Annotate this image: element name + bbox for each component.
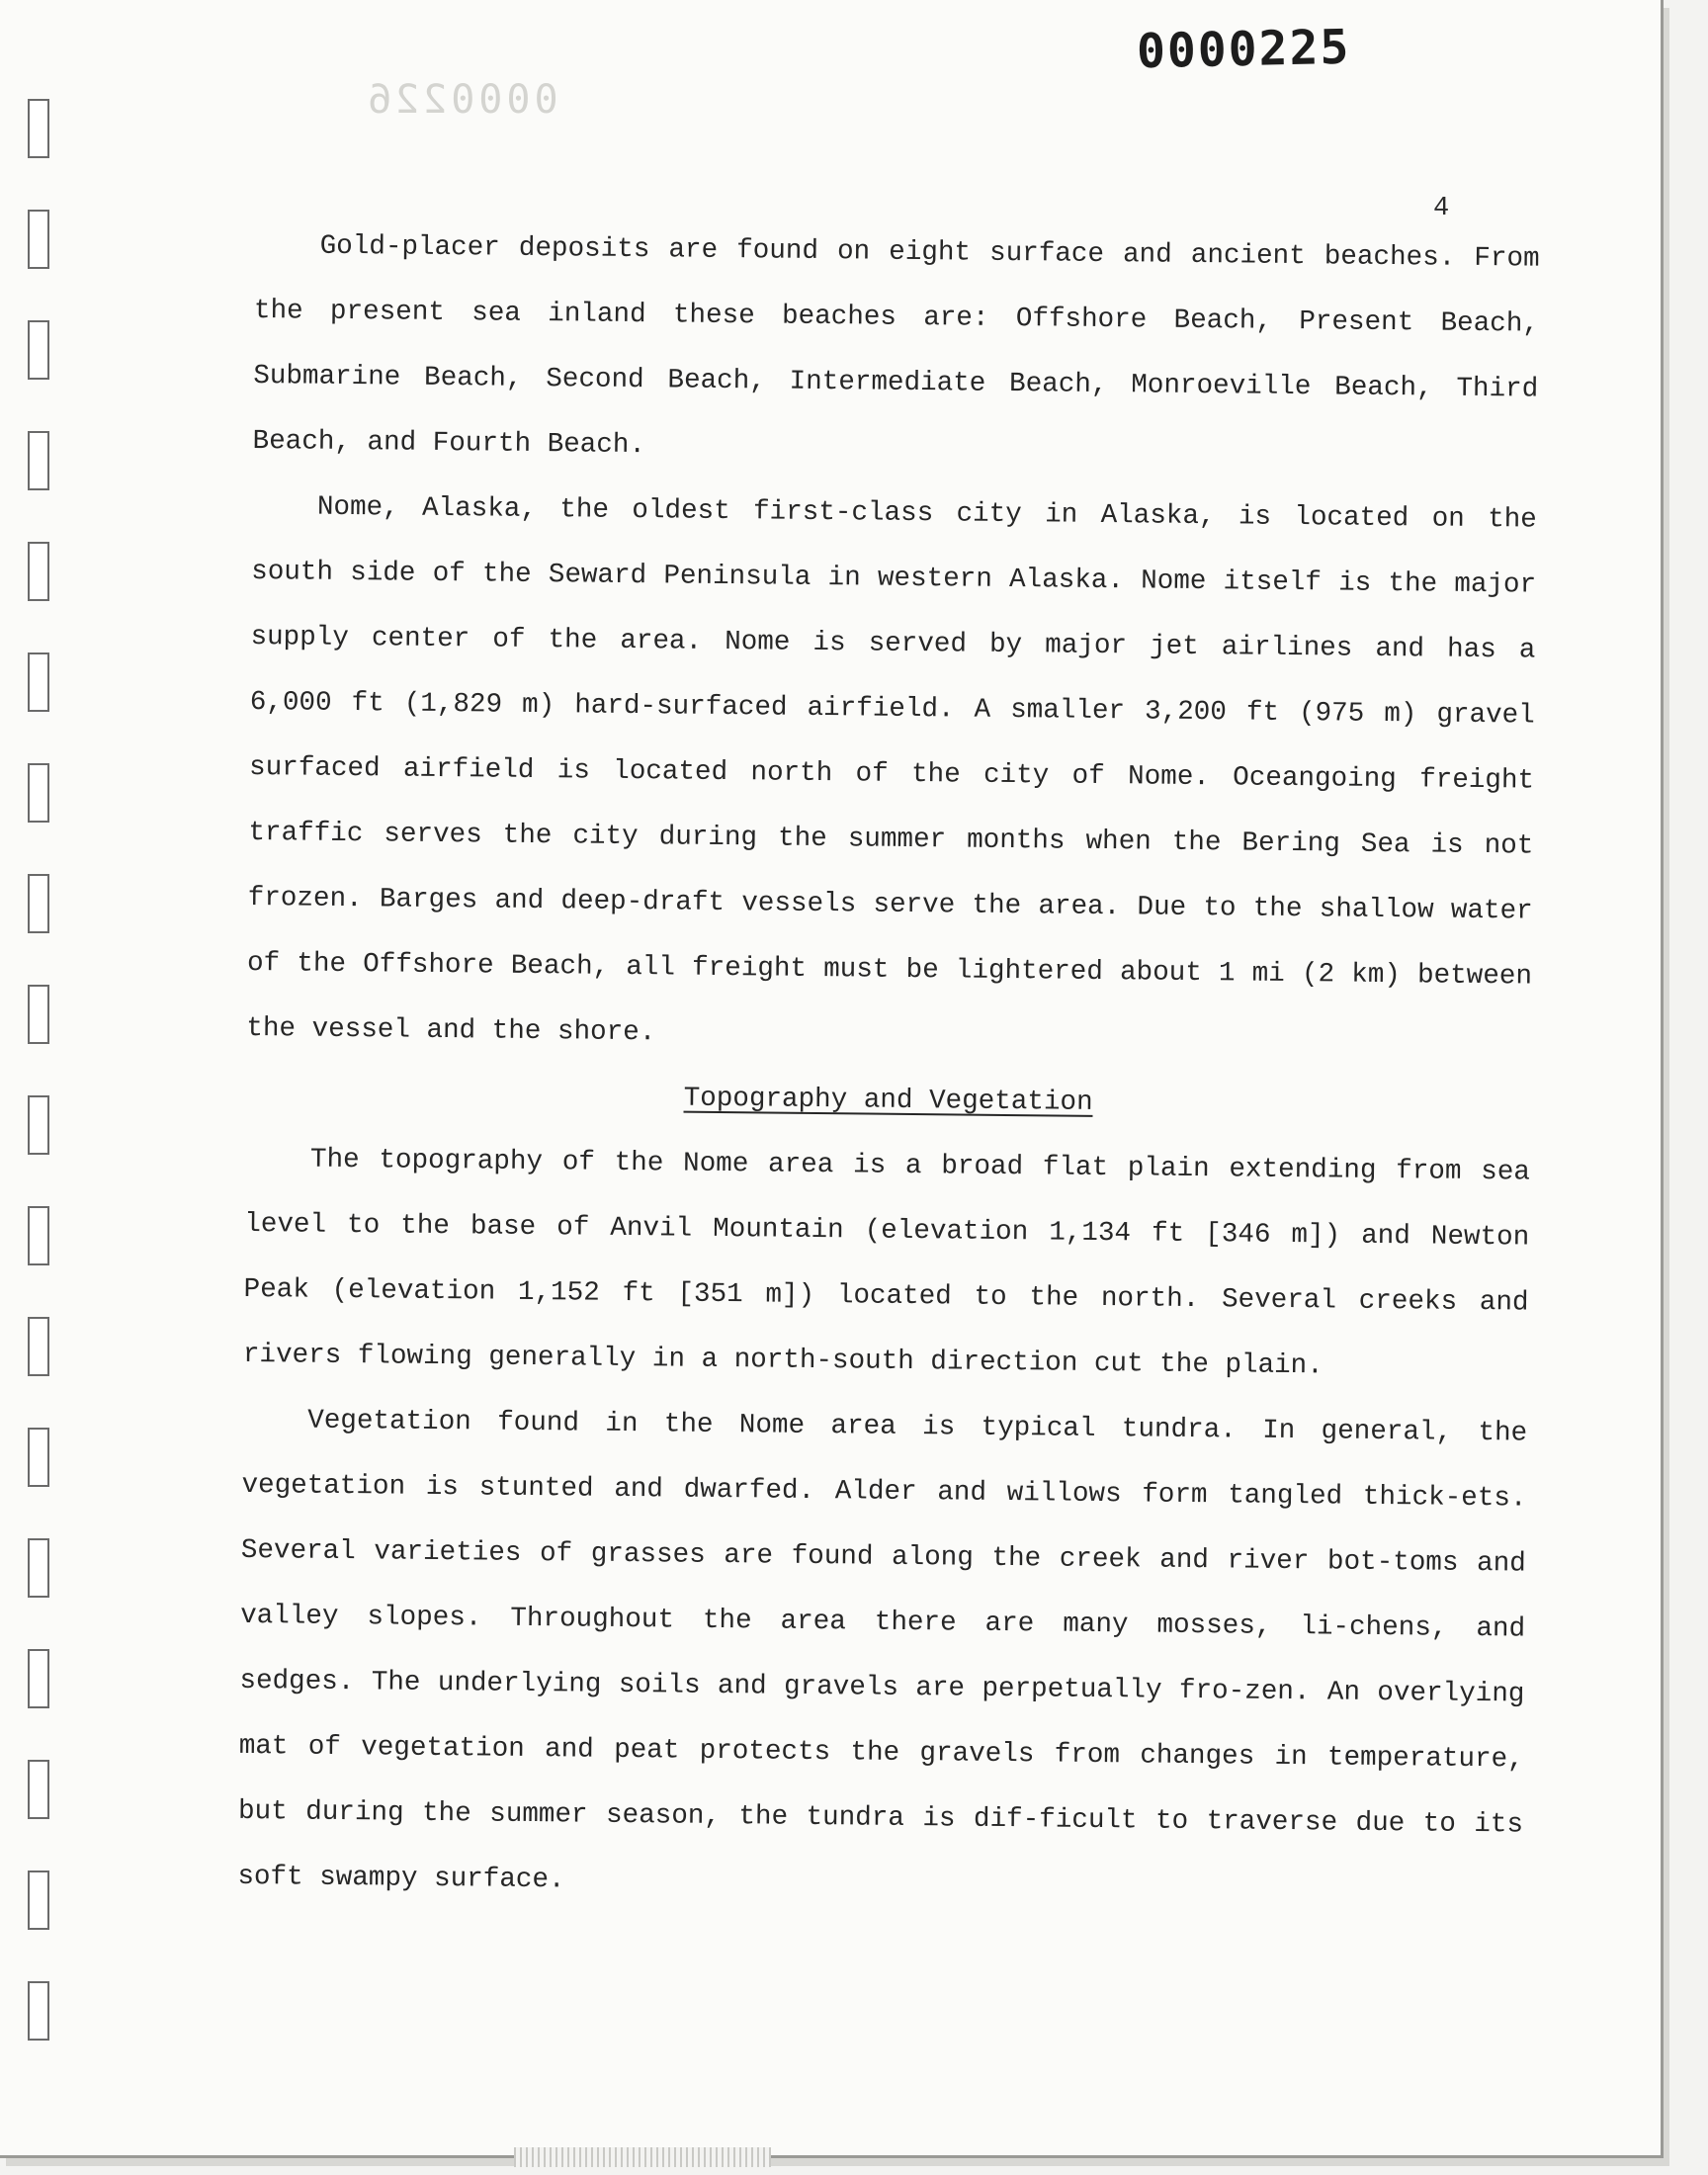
margin-box: [28, 1870, 49, 1930]
page-number: 4: [1433, 194, 1450, 223]
margin-box: [28, 1206, 49, 1265]
margin-box: [28, 985, 49, 1044]
margin-box: [28, 1760, 49, 1819]
margin-box: [28, 1317, 49, 1376]
section-heading: Topography and Vegetation: [683, 1083, 1093, 1118]
margin-box: [28, 763, 49, 823]
paragraph-topography: The topography of the Nome area is a broad flat plain extending from sea level to the base of Anvil Mountain (elevation 1,134 ft [346 m]) and Newton Peak (elevation 1,152 ft [351 m]) located to the north. Several creeks and rivers flowing generally in a north-south direction cut the plain.: [242, 1144, 1531, 1382]
document-body: [237, 214, 1540, 1924]
paragraph-nome: Nome, Alaska, the oldest first-class city in Alaska, is located on the south side of the Seward Peninsula in western Alaska. Nome itself is the major supply center of the area. Nome is served by major jet airlines and has a 6,000 ft (1,829 m) hard-surfaced airfield. A smaller 3,200 ft (975 m) gravel surfaced airfield is located north of the city of Nome. Oceangoing freight traffic serves the city during the summer months when the Bering Sea is not frozen. Barges and deep-draft vessels serve the area. Due to the shallow water of the Offshore Beach, all freight must be lightered about 1 mi (2 km) between the vessel and the shore.: [246, 491, 1537, 1049]
margin-box: [28, 1538, 49, 1598]
margin-box: [28, 652, 49, 712]
margin-punch-boxes: [28, 99, 51, 2037]
margin-box: [28, 542, 49, 601]
margin-box: [28, 1981, 49, 2041]
margin-box: [28, 874, 49, 933]
margin-box: [28, 210, 49, 269]
paragraph-beaches: Gold-placer deposits are found on eight surface and ancient beaches. From the present sea inland these beaches are: Offshore Beach, Present Beach, Submarine Beach, Second Beach, Intermediate Beach, Monroeville Beach, Third Beach, and Fourth Beach.: [252, 230, 1540, 462]
scan-edge-strip: [514, 2147, 771, 2167]
margin-box: [28, 1428, 49, 1487]
margin-box: [28, 1649, 49, 1708]
margin-box: [28, 431, 49, 490]
margin-box: [28, 99, 49, 158]
bleed-through-number: 0000226: [364, 77, 558, 123]
document-number-stamp: 0000225: [1136, 19, 1351, 80]
margin-box: [28, 1095, 49, 1155]
paragraph-vegetation: Vegetation found in the Nome area is typical tundra. In general, the vegetation is stunted and dwarfed. Alder and willows form tangled thick-ets. Several varieties of grasses are found along the creek and river bot-toms and valley slopes. Throughout the area there are many mosses, li-chens, and sedges. The underlying soils and gravels are perpetually fro-zen. An overlying mat of vegetation and peat protects the gravels from changes in temperature, but during the summer season, the tundra is dif-ficult to traverse due to its soft swampy surface.: [237, 1405, 1528, 1896]
margin-box: [28, 320, 49, 380]
